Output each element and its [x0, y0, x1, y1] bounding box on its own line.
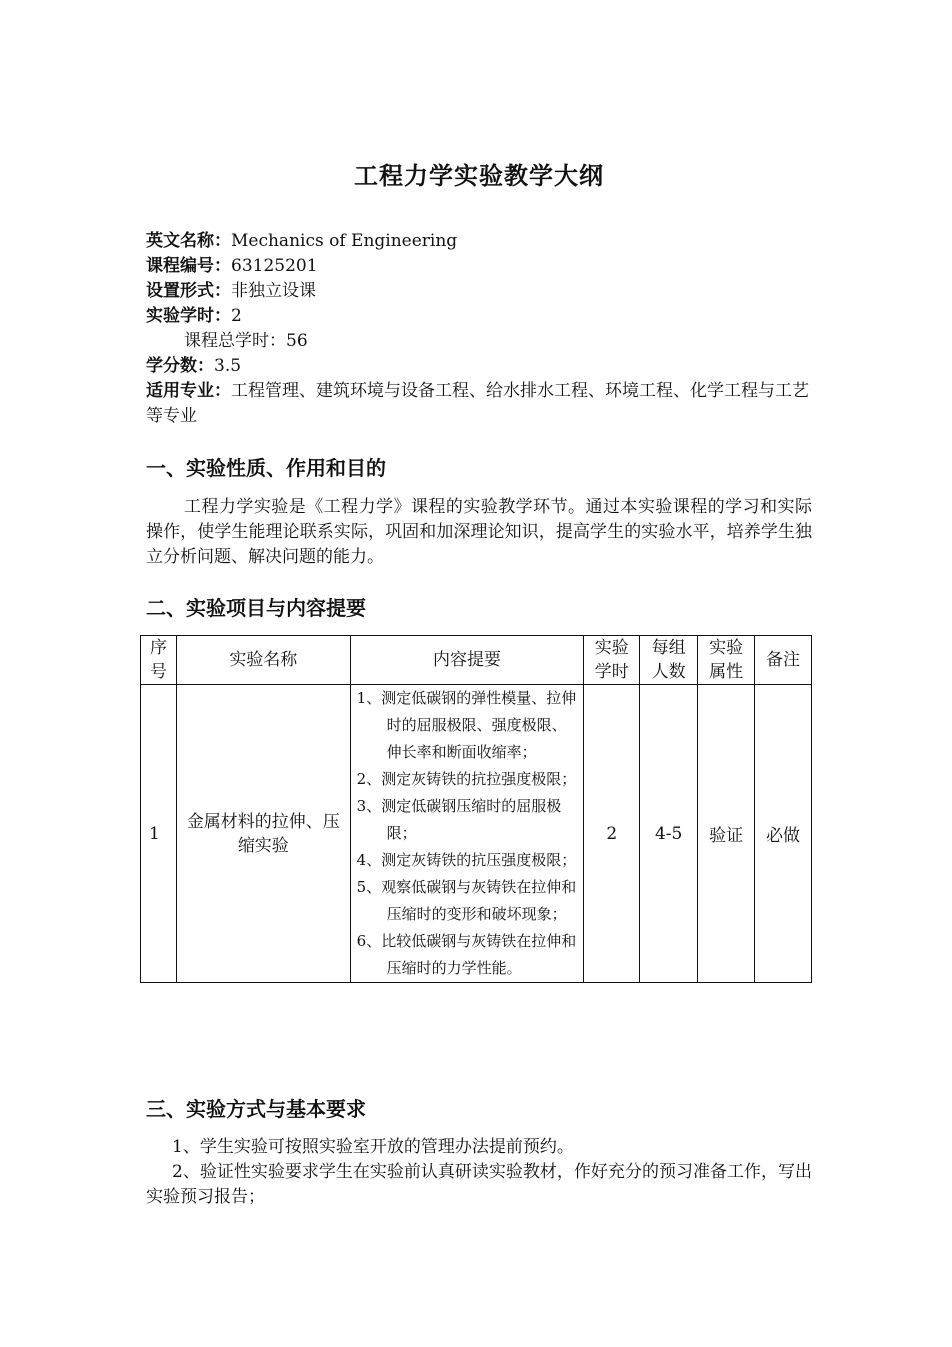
credits-label: 学分数： — [146, 356, 214, 376]
content-item: 6、比较低碳钢与灰铸铁在拉伸和压缩时的力学性能。 — [356, 932, 577, 977]
content-item: 1、测定低碳钢的弹性模量、拉伸时的屈服极限、强度极限、伸长率和断面收缩率； — [356, 689, 577, 761]
experiment-table — [140, 635, 812, 983]
section1-heading: 一、实验性质、作用和目的 — [146, 456, 386, 480]
row-group-size: 4-5 — [640, 685, 698, 983]
section2-heading: 二、实验项目与内容提要 — [146, 596, 366, 620]
document-title: 工程力学实验教学大纲 — [354, 162, 604, 190]
content-item: 5、观察低碳钢与灰铸铁在拉伸和压缩时的变形和破坏现象； — [356, 878, 577, 923]
majors-value: 工程管理、建筑环境与设备工程、给水排水工程、环境工程、化学工程与工艺等专业 — [146, 381, 809, 426]
content-item: 4、测定灰铸铁的抗压强度极限； — [356, 851, 577, 869]
credits-row — [146, 354, 812, 379]
section3-body — [146, 1135, 812, 1210]
requirement-item: 2、验证性实验要求学生在实验前认真研读实验教材，作好充分的预习准备工作，写出实验预习报告； — [146, 1162, 812, 1207]
format-label: 设置形式： — [146, 281, 231, 301]
header-content: 内容提要 — [350, 636, 584, 685]
format-value: 非独立设课 — [231, 281, 316, 301]
majors-row — [146, 379, 812, 429]
credits-value: 3.5 — [214, 356, 242, 376]
row-note: 必做 — [755, 685, 812, 983]
section3-heading: 三、实验方式与基本要求 — [146, 1097, 366, 1121]
header-note: 备注 — [755, 636, 812, 685]
lab-hours-label: 实验学时： — [146, 306, 231, 326]
content-item: 2、测定灰铸铁的抗拉强度极限； — [356, 770, 577, 788]
english-name-label: 英文名称： — [146, 231, 231, 251]
header-type: 实验 属性 — [698, 636, 755, 685]
course-code-value: 63125201 — [231, 256, 318, 276]
table-row — [141, 685, 812, 983]
row-content — [350, 685, 584, 983]
row-seq: 1 — [141, 685, 177, 983]
row-name: 金属材料的拉伸、压缩实验 — [176, 685, 350, 983]
content-item: 3、测定低碳钢压缩时的屈服极限； — [356, 797, 562, 842]
header-seq: 序 号 — [141, 636, 177, 685]
total-hours-row: 课程总学时：56 — [184, 331, 308, 351]
lab-hours-row — [146, 304, 812, 329]
format-row — [146, 279, 812, 304]
requirement-item: 1、学生实验可按照实验室开放的管理办法提前预约。 — [172, 1137, 574, 1157]
majors-label: 适用专业： — [146, 381, 231, 401]
header-name: 实验名称 — [176, 636, 350, 685]
table-header-row — [141, 636, 812, 685]
course-info — [146, 229, 812, 429]
row-type: 验证 — [698, 685, 755, 983]
english-name-row — [146, 229, 812, 254]
section1-paragraph: 工程力学实验是《工程力学》课程的实验教学环节。通过本实验课程的学习和实际操作，使学生能理论联系实际，巩固和加深理论知识，提高学生的实验水平，培养学生独立分析问题、解决问题的能力。 — [146, 497, 812, 567]
header-group-size: 每组 人数 — [640, 636, 698, 685]
lab-hours-value: 2 — [231, 306, 242, 326]
english-name-value: Mechanics of Engineering — [231, 231, 458, 251]
course-code-label: 课程编号： — [146, 256, 231, 276]
header-hours: 实验 学时 — [584, 636, 640, 685]
course-code-row — [146, 254, 812, 279]
row-hours: 2 — [584, 685, 640, 983]
